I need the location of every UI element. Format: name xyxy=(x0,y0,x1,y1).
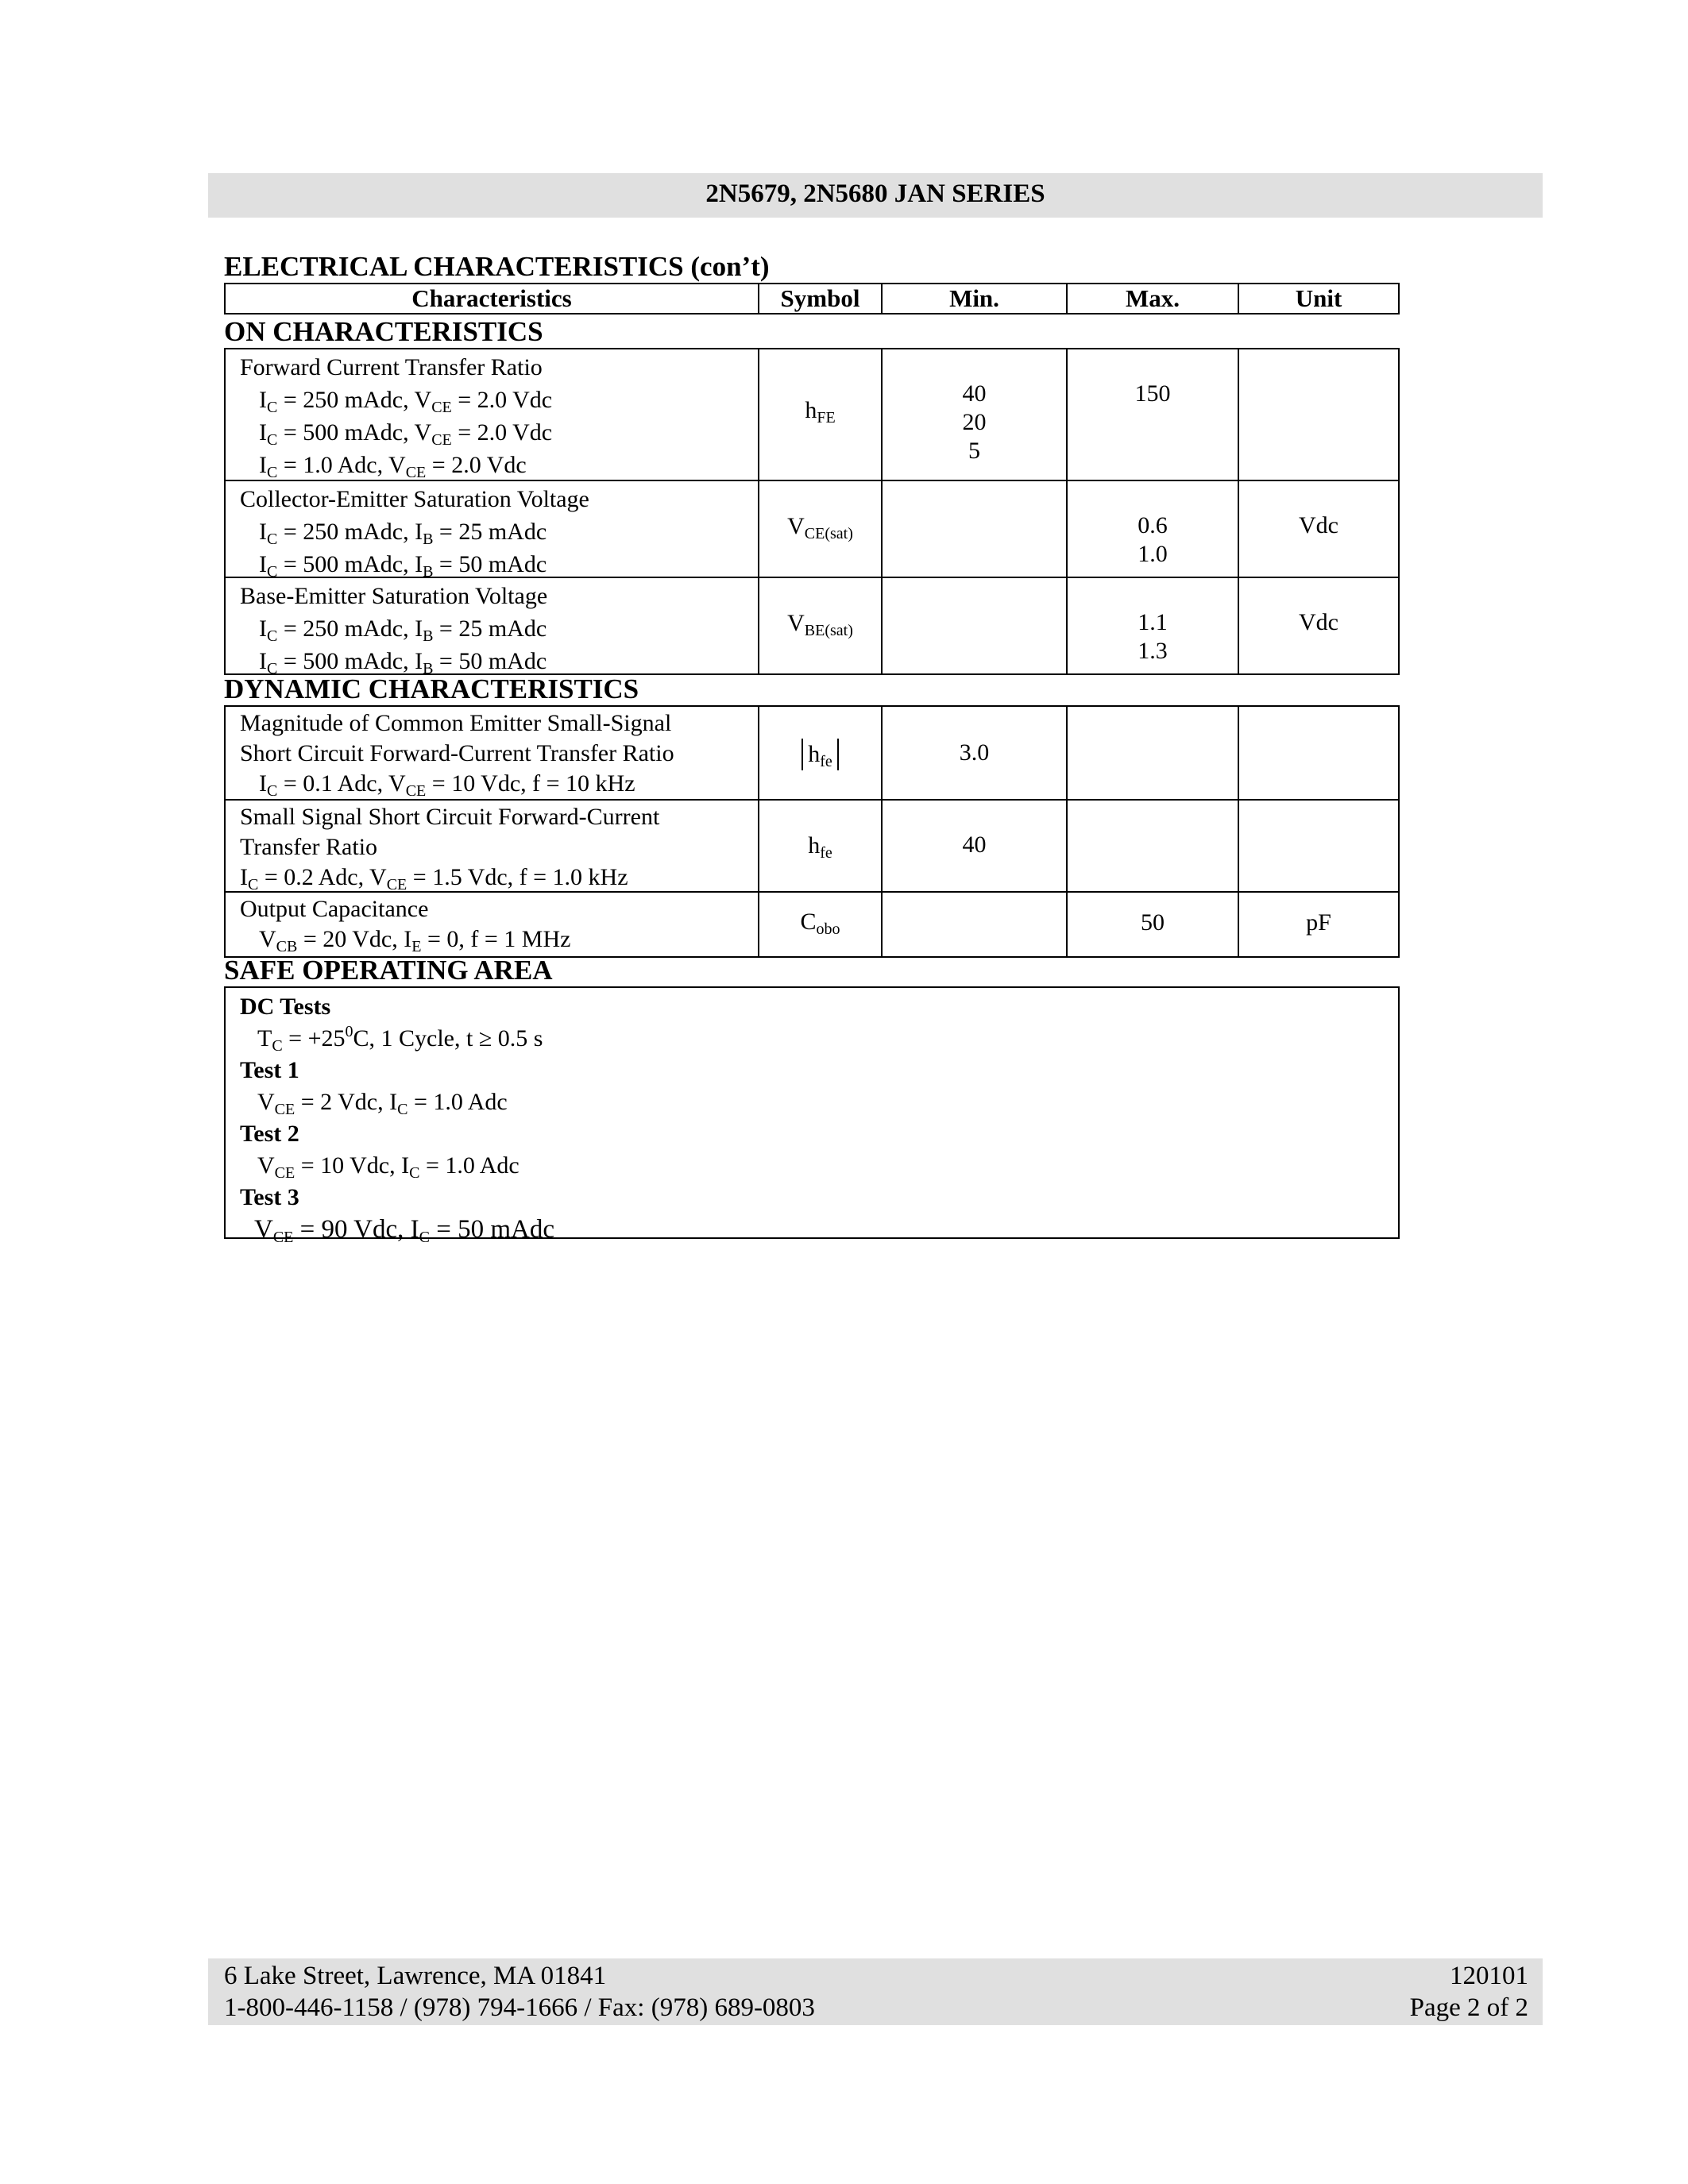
min-value: 5 xyxy=(968,438,980,464)
condition: $I_C = 0.1$ Adc, $V_{CE} = 10$ Vdc, f = 10 kHz xyxy=(259,770,635,800)
symbol: $h_{fe}$ xyxy=(808,832,832,862)
condition: $T_C = +25^0C$, 1 Cycle, t ≥ 0.5 s xyxy=(257,1023,543,1055)
test-1-label: Test 1 xyxy=(240,1057,299,1083)
col-max: Max. xyxy=(1068,284,1239,313)
symbol: $C_{obo}$ xyxy=(800,909,840,938)
unit-cell xyxy=(1239,481,1398,577)
max-cell xyxy=(1068,481,1239,577)
unit-cell xyxy=(1239,707,1398,799)
char-label: Magnitude of Common Emitter Small-Signal xyxy=(240,710,672,736)
table-row xyxy=(226,891,1398,956)
table-row xyxy=(226,480,1398,581)
min-cell xyxy=(883,349,1068,480)
footer-meta xyxy=(1410,1960,1528,2024)
title-band xyxy=(208,173,1543,218)
electrical-heading: ELECTRICAL CHARACTERISTICS (con’t) xyxy=(224,251,770,282)
min-cell xyxy=(883,893,1068,956)
condition: $I_C = 500$ mAdc, $V_{CE} = 2.0$ Vdc xyxy=(259,419,553,449)
on-heading: ON CHARACTERISTICS xyxy=(224,316,543,347)
symbol-cell xyxy=(759,349,883,480)
char-cell xyxy=(226,707,759,799)
test-3-label: Test 3 xyxy=(240,1184,299,1210)
col-unit: Unit xyxy=(1295,284,1342,312)
test-2-label: Test 2 xyxy=(240,1121,299,1147)
unit-cell xyxy=(1239,578,1398,673)
min-cell xyxy=(883,578,1068,673)
max-value: 50 xyxy=(1141,909,1165,936)
footer-contact xyxy=(224,1960,815,2024)
symbol: $V_{BE(sat)}$ xyxy=(787,610,853,639)
char-label: Small Signal Short Circuit Forward-Current xyxy=(240,804,660,830)
unit-cell xyxy=(1239,801,1398,891)
table-row xyxy=(226,799,1398,891)
col-characteristics: Characteristics xyxy=(226,284,759,313)
char-cell xyxy=(226,578,759,677)
char-cell xyxy=(226,349,759,480)
max-cell xyxy=(1068,349,1239,480)
max-cell xyxy=(1068,578,1239,673)
table-row xyxy=(226,707,1398,799)
abs-bars: $h_{fe}$ xyxy=(802,739,839,770)
document-title: 2N5679, 2N5680 JAN SERIES xyxy=(705,179,1045,208)
condition: $V_{CE} = 10$ Vdc, $I_C = 1.0$ Adc xyxy=(257,1152,520,1182)
unit-value: Vdc xyxy=(1299,609,1338,635)
column-header-table xyxy=(224,283,1400,314)
min-value: 20 xyxy=(962,409,987,435)
char-cell xyxy=(226,893,759,956)
dynamic-heading: DYNAMIC CHARACTERISTICS xyxy=(224,673,639,704)
condition: $I_C = 500$ mAdc, $I_B = 50$ mAdc xyxy=(259,648,547,677)
min-cell xyxy=(883,801,1068,891)
max-value: 0.6 xyxy=(1138,512,1168,538)
symbol-cell xyxy=(759,481,883,577)
condition: $I_C = 1.0$ Adc, $V_{CE} = 2.0$ Vdc xyxy=(259,452,527,481)
unit-cell xyxy=(1239,349,1398,480)
char-label: Short Circuit Forward-Current Transfer Ratio xyxy=(240,740,674,766)
char-cell xyxy=(226,801,759,891)
min-value: 3.0 xyxy=(959,739,990,766)
dc-tests-label: DC Tests xyxy=(240,994,331,1020)
symbol: $h_{FE}$ xyxy=(805,397,836,426)
soa-box xyxy=(224,986,1400,1246)
char-label: Collector-Emitter Saturation Voltage xyxy=(240,486,589,512)
symbol-cell xyxy=(759,801,883,891)
footer-address: 6 Lake Street, Lawrence, MA 01841 xyxy=(224,1962,607,1990)
col-symbol: Symbol xyxy=(759,284,883,313)
min-value: 40 xyxy=(962,832,987,858)
max-value: 1.3 xyxy=(1138,638,1168,664)
max-cell xyxy=(1068,707,1239,799)
col-min: Min. xyxy=(883,284,1068,313)
condition: $I_C = 500$ mAdc, $I_B = 50$ mAdc xyxy=(259,551,547,581)
page-number: Page 2 of 2 xyxy=(1409,1993,1528,2022)
unit-cell xyxy=(1239,893,1398,956)
table-row xyxy=(226,577,1398,677)
condition: $V_{CE} = 90$ Vdc, $I_C = 50$ mAdc xyxy=(254,1215,554,1246)
symbol-cell xyxy=(759,893,883,956)
max-value: 1.0 xyxy=(1138,541,1168,567)
symbol-cell xyxy=(759,707,883,799)
symbol: $V_{CE(sat)}$ xyxy=(787,513,853,542)
footer-band xyxy=(208,1958,1543,2025)
on-characteristics-table xyxy=(224,348,1400,675)
char-cell xyxy=(226,481,759,581)
footer-phone: 1-800-446-1158 / (978) 794-1666 / Fax: (978) 689-0803 xyxy=(224,1993,815,2022)
condition: $I_C = 250$ mAdc, $I_B = 25$ mAdc xyxy=(259,519,547,548)
dynamic-characteristics-table xyxy=(224,705,1400,958)
unit-value: pF xyxy=(1306,909,1331,936)
symbol-cell xyxy=(759,578,883,673)
char-label: Output Capacitance xyxy=(240,896,429,922)
document-code: 120101 xyxy=(1450,1962,1528,1990)
condition: $V_{CB} = 20$ Vdc, $I_E = 0$, f = 1 MHz xyxy=(259,926,571,955)
table-row xyxy=(226,349,1398,480)
char-label: Transfer Ratio xyxy=(240,834,378,860)
max-value: 150 xyxy=(1134,380,1171,407)
condition: $I_C = 250$ mAdc, $V_{CE} = 2.0$ Vdc xyxy=(259,387,553,416)
condition: $I_C = 250$ mAdc, $I_B = 25$ mAdc xyxy=(259,615,547,645)
min-cell xyxy=(883,481,1068,577)
soa-heading: SAFE OPERATING AREA xyxy=(224,955,553,986)
max-cell xyxy=(1068,893,1239,956)
symbol xyxy=(759,739,881,770)
char-label: Base-Emitter Saturation Voltage xyxy=(240,583,548,609)
max-cell xyxy=(1068,801,1239,891)
unit-value: Vdc xyxy=(1299,512,1338,538)
char-label: Forward Current Transfer Ratio xyxy=(240,354,543,380)
max-value: 1.1 xyxy=(1138,609,1168,635)
condition: $V_{CE} = 2$ Vdc, $I_C = 1.0$ Adc xyxy=(257,1089,508,1118)
condition: $I_C = 0.2$ Adc, $V_{CE} = 1.5$ Vdc, f = 1.0 kHz xyxy=(240,864,628,893)
min-value: 40 xyxy=(962,380,987,407)
min-cell xyxy=(883,707,1068,799)
